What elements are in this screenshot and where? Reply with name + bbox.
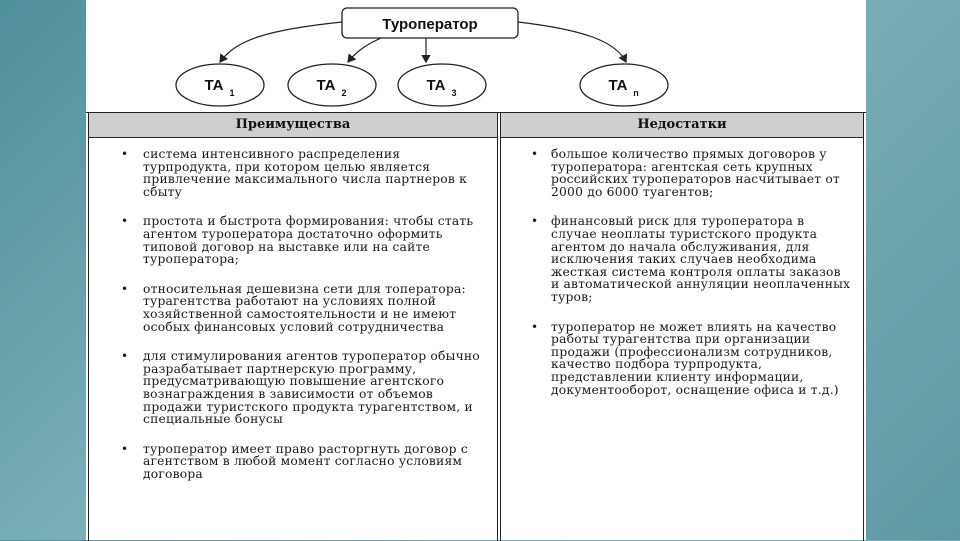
agent-label: ТА	[204, 77, 224, 94]
bullet: •	[121, 214, 129, 229]
list-item	[501, 148, 853, 198]
item-text: простота и быстрота формирования: чтобы стать агентом туроператора достаточно оформить типовой договор на выставке или на сайте туроператора;	[143, 214, 474, 267]
advantages-list	[89, 138, 497, 480]
item-text: финансовый риск для туроператора в случае неоплаты туристского продукта агентом до начала обслуживания, для исключения таких случаев необходима жесткая система контроля оплаты заказов и автоматической аннуляции неоплаченных туров;	[551, 214, 851, 304]
bullet: •	[531, 147, 539, 161]
agent-subscript: n	[633, 88, 639, 98]
bullet: •	[121, 147, 129, 161]
list-item	[89, 350, 487, 426]
agent-node-2	[288, 64, 376, 106]
bullet: •	[121, 441, 129, 456]
agent-label: ТА	[426, 77, 446, 94]
comparison-table	[86, 112, 866, 541]
agent-node-3	[398, 64, 486, 106]
root-node	[342, 8, 518, 38]
advantages-column	[88, 113, 498, 541]
item-text: туроператор имеет право расторгнуть договор с агентством в любой момент согласно условиям договора	[143, 441, 468, 481]
item-text: система интенсивного распределения турпродукта, при котором целью является привлечение максимального числа партнеров к сбыту	[143, 147, 468, 199]
bullet: •	[121, 349, 129, 364]
connector-tan	[518, 22, 626, 62]
advantages-header: Преимущества	[89, 113, 497, 138]
agent-node-1	[176, 64, 264, 106]
tour-operator-diagram	[86, 0, 866, 112]
agent-label: ТА	[608, 77, 628, 94]
list-item	[501, 321, 853, 397]
connector-ta1	[220, 22, 342, 62]
disadvantages-list	[501, 138, 863, 396]
agent-subscript: 2	[341, 88, 347, 98]
slide	[86, 0, 866, 540]
bullet: •	[121, 281, 129, 296]
item-text: большое количество прямых договоров у туроператора: агентская сеть крупных российских туроператоров насчитывает от 2000 до 6000 туагентов;	[551, 147, 840, 199]
agent-label: ТА	[316, 77, 336, 94]
list-item	[89, 283, 487, 333]
bullet: •	[531, 214, 539, 229]
list-item	[89, 148, 487, 198]
item-text: туроператор не может влиять на качество работы турагентства при организации продажи (профессионализм сотрудников, качество подбора турпродукта, представлении клиенту информации, документооборот, оснащение офиса и т.д.)	[551, 319, 839, 397]
agent-subscript: 1	[229, 88, 235, 98]
item-text: относительная дешевизна сети для топератора: турагентства работают на условиях полной хозяйственной самостоятельности и не имеют особых финансовых условий сотрудничества	[143, 281, 466, 334]
list-item	[89, 215, 487, 265]
bullet: •	[531, 319, 539, 334]
root-label: Туроператор	[382, 16, 478, 33]
list-item	[501, 215, 853, 303]
list-item	[89, 443, 487, 481]
disadvantages-header: Недостатки	[501, 113, 863, 138]
item-text: для стимулирования агентов туроператор обычно разрабатывает партнерскую программу, предусматривающую повышение агентского вознаграждения в зависимости от объемов продажи туристского продукта турагентством, и специальные бонусы	[143, 349, 480, 427]
connector-ta2	[348, 36, 386, 62]
agent-subscript: 3	[451, 88, 457, 98]
agent-node-n	[580, 64, 668, 106]
disadvantages-column	[500, 113, 864, 541]
